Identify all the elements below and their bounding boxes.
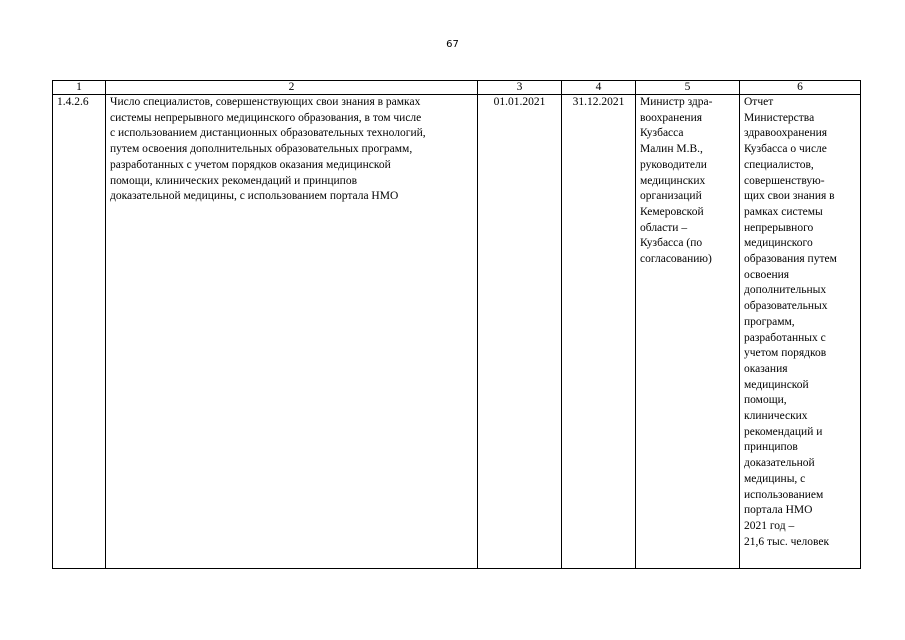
- item-description: Число специалистов, совершенствующих свои знания в рамках системы непрерывного медицинского образования, в том числе с использованием дистанционных образовательных технологий, путем освоения дополнительных образовательных программ, разработанных с учетом порядков оказания медицинской помощи, клинических рекомендаций и принципов доказательной медицины, с использованием портала НМО: [106, 95, 478, 569]
- column-header-3: 3: [478, 81, 562, 95]
- expected-result: Отчет Министерства здравоохранения Кузбасса о числе специалистов, совершенствую- щих свои знания в рамках системы непрерывного медицинского образования путем освоения дополнительных образовательных программ, разработанных с учетом порядков оказания медицинской помощи, клинических рекомендаций и принципов доказательной медицины, с использованием портала НМО 2021 год – 21,6 тыс. человек: [740, 95, 861, 569]
- plan-table: [52, 80, 861, 569]
- table-header-row: [53, 81, 861, 95]
- item-number: 1.4.2.6: [53, 95, 106, 569]
- page-number: 67: [446, 39, 459, 50]
- column-header-5: 5: [636, 81, 740, 95]
- end-date: 31.12.2021: [562, 95, 636, 569]
- column-header-1: 1: [53, 81, 106, 95]
- table-row: [53, 95, 861, 569]
- responsible-persons: Министр здра- воохранения Кузбасса Малин М.В., руководители медицинских организаций Кемеровской области – Кузбасса (по согласованию): [636, 95, 740, 569]
- column-header-6: 6: [740, 81, 861, 95]
- column-header-4: 4: [562, 81, 636, 95]
- column-header-2: 2: [106, 81, 478, 95]
- start-date: 01.01.2021: [478, 95, 562, 569]
